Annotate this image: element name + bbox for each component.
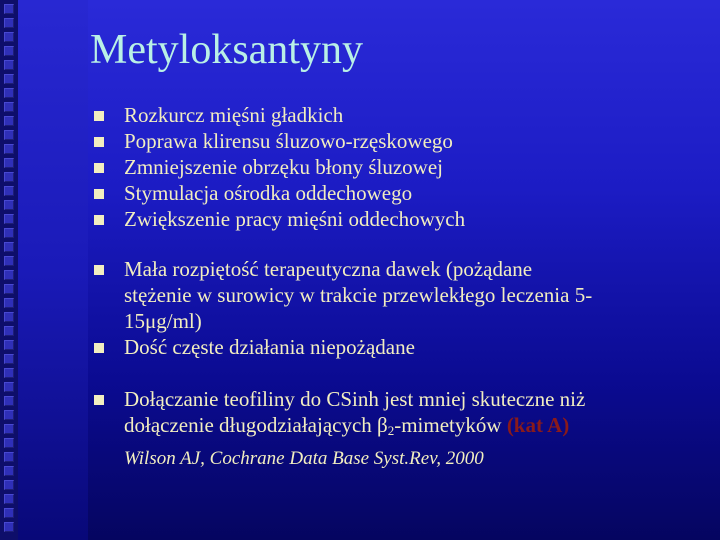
bullet-item xyxy=(92,256,702,334)
citation: Wilson AJ, Cochrane Data Base Syst.Rev, 2000 xyxy=(124,448,484,469)
bullet-item xyxy=(92,386,702,470)
decorative-square xyxy=(4,452,14,462)
bullet-text-line: 15μg/ml) xyxy=(124,309,202,333)
decorative-square xyxy=(4,102,14,112)
square-bullet-icon xyxy=(94,215,104,225)
decorative-square xyxy=(4,158,14,168)
decorative-square xyxy=(4,312,14,322)
decorative-square xyxy=(4,326,14,336)
bullet-list xyxy=(92,102,702,470)
decorative-square xyxy=(4,200,14,210)
square-bullet-icon xyxy=(94,111,104,121)
square-bullet-icon xyxy=(94,343,104,353)
decorative-square xyxy=(4,354,14,364)
decorative-left-strip xyxy=(0,0,18,540)
decorative-square xyxy=(4,144,14,154)
square-bullet-icon xyxy=(94,189,104,199)
decorative-square xyxy=(4,172,14,182)
bullet-text: Zwiększenie pracy mięśni oddechowych xyxy=(124,207,466,231)
decorative-square xyxy=(4,480,14,490)
bullet-text: Stymulacja ośrodka oddechowego xyxy=(124,181,413,205)
decorative-square xyxy=(4,410,14,420)
spacer xyxy=(92,360,702,386)
decorative-square xyxy=(4,228,14,238)
evidence-category: (kat A) xyxy=(506,413,570,437)
spacer xyxy=(92,232,702,256)
decorative-square xyxy=(4,74,14,84)
bullet-text-line: stężenie w surowicy w trakcie przewlekłego leczenia 5- xyxy=(124,283,593,307)
bullet-item xyxy=(92,154,702,180)
decorative-square xyxy=(4,116,14,126)
subscript: 2 xyxy=(387,423,395,438)
decorative-square xyxy=(4,256,14,266)
decorative-square xyxy=(4,88,14,98)
decorative-square xyxy=(4,466,14,476)
decorative-square xyxy=(4,494,14,504)
decorative-square xyxy=(4,60,14,70)
decorative-square xyxy=(4,424,14,434)
bullet-text-line: Mała rozpiętość terapeutyczna dawek (pożądane xyxy=(124,257,533,281)
decorative-square xyxy=(4,270,14,280)
decorative-square xyxy=(4,340,14,350)
decorative-left-band xyxy=(18,0,88,540)
decorative-square xyxy=(4,438,14,448)
bullet-text-line: dołączenie długodziałających β xyxy=(124,413,388,437)
square-bullet-icon xyxy=(94,163,104,173)
decorative-square xyxy=(4,46,14,56)
decorative-square xyxy=(4,522,14,532)
decorative-square xyxy=(4,368,14,378)
bullet-text: Poprawa klirensu śluzowo-rzęskowego xyxy=(124,129,453,153)
bullet-item xyxy=(92,180,702,206)
square-bullet-icon xyxy=(94,137,104,147)
decorative-square xyxy=(4,130,14,140)
decorative-square xyxy=(4,298,14,308)
bullet-item xyxy=(92,334,702,360)
bullet-text-line: Dołączanie teofiliny do CSinh jest mniej skuteczne niż xyxy=(124,387,586,411)
bullet-text: Dość częste działania niepożądane xyxy=(124,335,415,359)
decorative-square xyxy=(4,242,14,252)
decorative-square xyxy=(4,32,14,42)
decorative-square xyxy=(4,18,14,28)
decorative-square xyxy=(4,4,14,14)
decorative-square xyxy=(4,186,14,196)
bullet-text: Zmniejszenie obrzęku błony śluzowej xyxy=(124,155,443,179)
decorative-square xyxy=(4,214,14,224)
bullet-item xyxy=(92,102,702,128)
decorative-square xyxy=(4,508,14,518)
bullet-text-line: -mimetyków xyxy=(394,413,507,437)
decorative-square xyxy=(4,396,14,406)
bullet-text: Rozkurcz mięśni gładkich xyxy=(124,103,344,127)
bullet-item xyxy=(92,206,702,232)
slide-title: Metyloksantyny xyxy=(90,27,363,73)
decorative-square xyxy=(4,284,14,294)
bullet-item xyxy=(92,128,702,154)
square-bullet-icon xyxy=(94,395,104,405)
decorative-square xyxy=(4,382,14,392)
square-bullet-icon xyxy=(94,265,104,275)
